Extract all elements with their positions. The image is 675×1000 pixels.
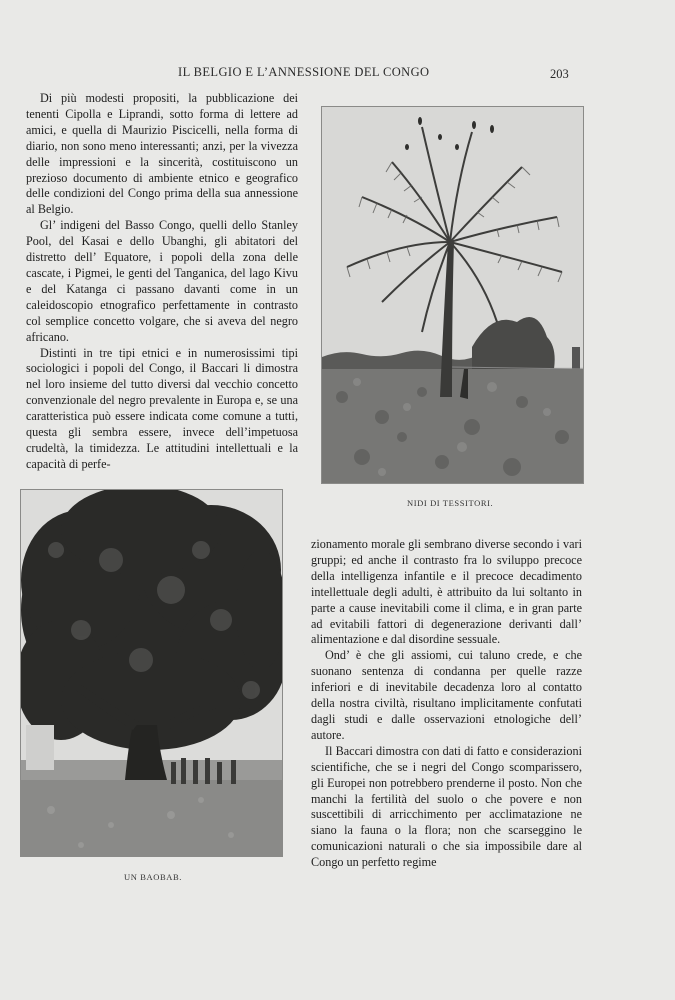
baobab-tree-photo	[20, 489, 283, 857]
paragraph: Gl’ indigeni del Basso Congo, quelli dello Stanley Pool, del Kasai e dello Ubanghi, gli abitatori del distretto dell’ Equatore, i popoli della zona delle cascate, i Pigmei, le genti del Tanganica, del lago Kivu e del Katanga ci passano davanti come in un caleidoscopio etnografico perfettamente in contrasto col semplice concetto volgare, che si aveva del negro africano.	[26, 218, 298, 344]
paragraph: Di più modesti propositi, la pubblicazione dei tenenti Cipolla e Liprandi, sotto forma di lettere ad amici, e quella di Maurizio Piscicelli, nella forma di diario, non sono meno interessanti; anzi, per la vivezza delle impressioni e la sincerità, costituiscono un prezioso documento di ambiente etnico e geografico delle condizioni del Congo prima della sua annessione al Belgio.	[26, 91, 298, 217]
baobab-tree-illustration	[21, 490, 282, 856]
palm-photo-caption: NIDI DI TESSITORI.	[407, 498, 494, 508]
palm-tree-photo	[321, 106, 584, 484]
page-number: 203	[550, 67, 569, 81]
paragraph: zionamento morale gli sembrano diverse secondo i vari gruppi; ed anche il contrasto fra lo sviluppo precoce della intelligenza infantile e il precoce decadimento intellettuale degli adulti, è attribuito da lui soltanto in parte a cause inevitabili come il clima, e in gran parte ad evitabili fattori di degenerazione derivanti dall’ alimentazione e dal disordine sessuale.	[311, 537, 582, 647]
running-title: IL BELGIO E L’ANNESSIONE DEL CONGO	[178, 65, 430, 79]
baobab-photo-caption: UN BAOBAB.	[124, 872, 182, 882]
right-text-column	[311, 537, 582, 871]
left-text-column	[26, 91, 298, 473]
paragraph: Distinti in tre tipi etnici e in numerosissimi tipi sociologici i popoli del Congo, il Baccari li dimostra nel loro insieme del tutto diversi dal vecchio concetto convenzionale del negro prevalente in Europa e, se una caratteristica può essere indicata come comune a tutti, questa gli sembra essere, invece dell’impetuosa crudeltà, la timidezza. Le attitudini intellettuali e la capacità di perfe-	[26, 345, 298, 471]
paragraph: Il Baccari dimostra con dati di fatto e considerazioni scientifiche, che se i negri del Congo scomparissero, gli Europei non potrebbero prenderne il posto. Non che manchi la fertilità del suolo o che povere e non suscettibili di arricchimento per acclimatazione ne siano la fauna o la flora; non che scarseggino le comunicazioni naturali o che sia impossibile dare al Congo un perfetto regime	[311, 743, 582, 870]
paragraph: Ond’ è che gli assiomi, cui taluno crede, e che suonano sentenza di condanna per quelle razze inferiori e di inevitabile decadenza loro al contatto della nostra civiltà, risultano implicitamente confutati dagli studi e dalle osservazioni etnologiche dell’ autore.	[311, 648, 582, 742]
palm-tree-illustration	[322, 107, 583, 483]
